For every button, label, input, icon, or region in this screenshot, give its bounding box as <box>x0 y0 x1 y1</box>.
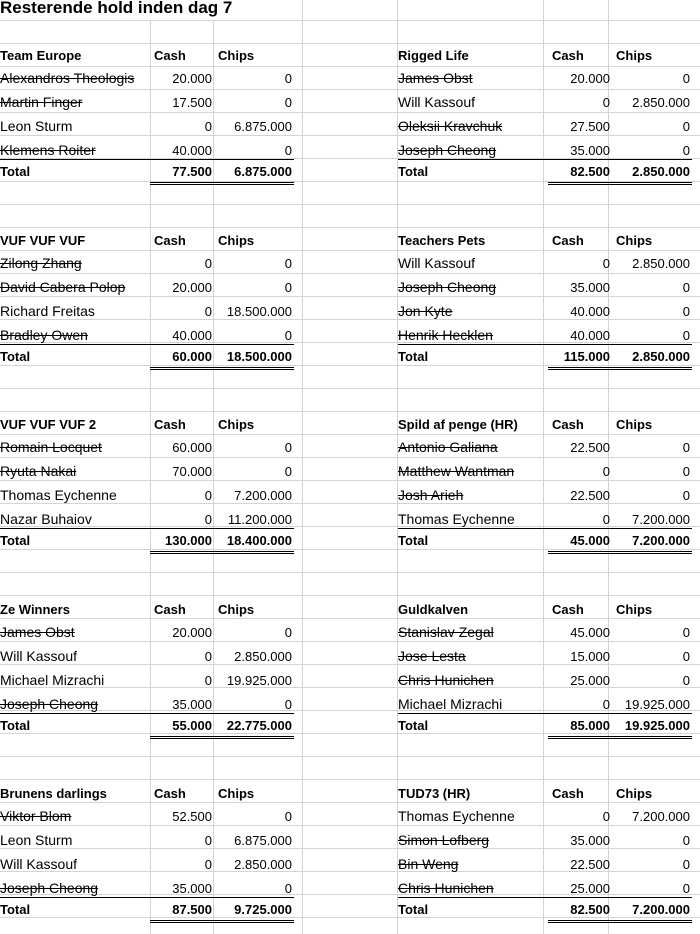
player-cash: 35.000 <box>172 881 212 896</box>
grid-column-line <box>302 0 303 934</box>
player-cash: 40.000 <box>172 143 212 158</box>
total-label: Total <box>0 533 31 548</box>
team-name: Guldkalven <box>398 601 469 617</box>
team-header-row <box>398 44 692 67</box>
player-name: Will Kassouf <box>398 254 476 271</box>
total-chips: 9.725.000 <box>234 902 292 917</box>
player-chips: 0 <box>682 464 690 479</box>
player-name: Viktor Blom <box>0 808 72 824</box>
player-row <box>0 805 294 828</box>
player-row <box>0 276 294 299</box>
total-label: Total <box>398 533 429 548</box>
player-cash: 20.000 <box>570 71 610 86</box>
team-name: Team Europe <box>0 48 82 63</box>
team-header-row <box>398 598 692 621</box>
cash-column-header: Cash <box>154 601 186 617</box>
cash-column-header: Cash <box>154 417 186 432</box>
total-label: Total <box>0 717 31 733</box>
player-name: Thomas Eychenne <box>398 808 515 824</box>
player-chips: 0 <box>682 648 690 664</box>
player-name: Will Kassouf <box>0 647 78 664</box>
team-name: TUD73 (HR) <box>398 786 471 801</box>
player-row <box>398 460 692 483</box>
player-name: Zilong Zhang <box>0 254 82 271</box>
total-row <box>398 344 692 368</box>
player-row <box>398 669 692 692</box>
player-cash: 0 <box>602 696 610 712</box>
total-row <box>0 344 294 368</box>
player-name: Chris Hunichen <box>398 880 494 896</box>
player-chips: 0 <box>284 881 292 896</box>
player-chips: 7.200.000 <box>632 512 690 527</box>
player-cash: 35.000 <box>570 279 610 295</box>
total-double-underline <box>150 920 294 923</box>
player-chips: 0 <box>284 279 292 295</box>
total-cash: 130.000 <box>165 533 212 548</box>
player-name: Jon Kyte <box>398 302 453 319</box>
grid-row-line <box>0 204 700 205</box>
grid-row-line <box>0 595 700 596</box>
grid-row-line <box>0 20 700 21</box>
grid-row-line <box>0 572 700 573</box>
player-chips: 0 <box>682 327 690 343</box>
player-cash: 40.000 <box>570 303 610 319</box>
total-double-underline <box>548 182 692 185</box>
cash-column-header: Cash <box>552 786 584 801</box>
team-header-row <box>0 782 294 805</box>
total-chips: 2.850.000 <box>632 164 690 179</box>
team-header-row <box>0 413 294 436</box>
player-cash: 40.000 <box>570 327 610 343</box>
player-cash: 0 <box>204 303 212 319</box>
cash-column-header: Cash <box>154 232 186 248</box>
player-chips: 7.200.000 <box>632 809 690 824</box>
total-row <box>0 897 294 921</box>
total-chips: 19.925.000 <box>624 717 690 733</box>
player-chips: 2.850.000 <box>632 255 690 271</box>
chips-column-header: Chips <box>616 232 653 248</box>
player-chips: 2.850.000 <box>234 857 292 872</box>
total-chips: 7.200.000 <box>632 902 690 917</box>
player-name: Bradley Owen <box>0 326 88 343</box>
player-row <box>398 300 692 323</box>
player-row <box>0 645 294 668</box>
total-cash: 87.500 <box>172 902 212 917</box>
total-chips: 18.500.000 <box>226 348 292 364</box>
team-header-row <box>0 44 294 67</box>
team-panel <box>0 782 294 920</box>
team-panel <box>398 598 692 736</box>
cash-column-header: Cash <box>154 786 186 801</box>
player-cash: 52.500 <box>172 809 212 824</box>
player-cash: 35.000 <box>172 696 212 712</box>
team-header-row <box>398 782 692 805</box>
player-name: Joseph Cheong <box>398 142 497 158</box>
player-name: Romain Locquet <box>0 439 102 455</box>
player-cash: 0 <box>602 512 610 527</box>
cash-column-header: Cash <box>154 48 186 63</box>
player-row <box>0 436 294 459</box>
sheet-title: Resterende hold inden dag 7 <box>0 0 236 20</box>
team-panel <box>0 598 294 736</box>
team-header-row <box>0 598 294 621</box>
player-row <box>398 67 692 90</box>
player-chips: 11.200.000 <box>227 512 292 527</box>
player-row <box>398 829 692 852</box>
team-name: VUF VUF VUF 2 <box>0 417 97 432</box>
player-cash: 22.500 <box>570 857 610 872</box>
player-chips: 0 <box>682 303 690 319</box>
total-label: Total <box>0 902 31 917</box>
player-cash: 35.000 <box>570 833 610 848</box>
player-chips: 2.850.000 <box>234 648 292 664</box>
total-chips: 6.875.000 <box>234 164 292 179</box>
team-panel <box>398 413 692 551</box>
grid-row-line <box>0 756 700 757</box>
team-panel <box>398 229 692 367</box>
player-chips: 0 <box>284 143 292 158</box>
player-chips: 0 <box>284 440 292 455</box>
team-header-row <box>0 229 294 252</box>
player-row <box>0 252 294 275</box>
player-row <box>398 91 692 114</box>
player-cash: 40.000 <box>172 327 212 343</box>
player-name: Matthew Wantman <box>398 463 515 479</box>
player-name: Jose Lesta <box>398 647 466 664</box>
player-cash: 22.500 <box>570 488 610 503</box>
player-chips: 0 <box>284 327 292 343</box>
player-cash: 0 <box>602 809 610 824</box>
player-row <box>0 115 294 138</box>
cash-column-header: Cash <box>552 232 584 248</box>
player-chips: 6.875.000 <box>234 119 292 134</box>
player-name: Henrik Hecklen <box>398 326 493 343</box>
player-chips: 19.925.000 <box>226 672 292 688</box>
player-name: James Obst <box>398 70 473 86</box>
player-name: James Obst <box>0 623 75 640</box>
team-panel <box>0 229 294 367</box>
player-cash: 0 <box>204 857 212 872</box>
player-name: Ryuta Nakai <box>0 463 77 479</box>
player-name: Klemens Roiter <box>0 142 96 158</box>
player-chips: 0 <box>284 624 292 640</box>
player-name: Thomas Eychenne <box>398 511 515 527</box>
player-name: Simon Lofberg <box>398 832 490 848</box>
chips-column-header: Chips <box>616 601 653 617</box>
total-cash: 60.000 <box>172 348 212 364</box>
total-row <box>398 897 692 921</box>
total-cash: 77.500 <box>172 164 212 179</box>
total-double-underline <box>548 736 692 739</box>
player-chips: 0 <box>284 71 292 86</box>
player-chips: 0 <box>284 809 292 824</box>
player-chips: 0 <box>284 95 292 110</box>
player-cash: 0 <box>204 119 212 134</box>
chips-column-header: Chips <box>218 601 255 617</box>
player-row <box>398 805 692 828</box>
player-cash: 20.000 <box>172 279 212 295</box>
player-chips: 0 <box>284 255 292 271</box>
chips-column-header: Chips <box>218 417 255 432</box>
player-row <box>398 853 692 876</box>
team-name: Teachers Pets <box>398 232 486 248</box>
total-chips: 18.400.000 <box>226 533 292 548</box>
team-panel <box>0 44 294 182</box>
player-chips: 6.875.000 <box>234 833 292 848</box>
player-name: Thomas Eychenne <box>0 487 117 503</box>
player-row <box>398 484 692 507</box>
player-cash: 0 <box>204 672 212 688</box>
total-row <box>0 528 294 552</box>
player-cash: 0 <box>204 648 212 664</box>
chips-column-header: Chips <box>218 48 255 63</box>
player-chips: 0 <box>682 279 690 295</box>
total-double-underline <box>548 551 692 554</box>
player-cash: 45.000 <box>570 624 610 640</box>
total-chips: 2.850.000 <box>632 348 690 364</box>
player-cash: 20.000 <box>172 71 212 86</box>
total-row <box>0 713 294 737</box>
total-row <box>398 528 692 552</box>
player-cash: 25.000 <box>570 672 610 688</box>
player-row <box>398 436 692 459</box>
total-cash: 115.000 <box>563 348 610 364</box>
player-cash: 27.500 <box>570 119 610 134</box>
player-name: Joseph Cheong <box>0 880 99 896</box>
player-row <box>398 645 692 668</box>
player-cash: 60.000 <box>172 440 212 455</box>
total-label: Total <box>398 902 429 917</box>
player-cash: 20.000 <box>172 624 212 640</box>
player-name: Josh Arieh <box>398 487 464 503</box>
cash-column-header: Cash <box>552 417 584 432</box>
grid-row-line <box>0 388 700 389</box>
player-name: Antonio Galiana <box>398 439 498 455</box>
player-chips: 0 <box>682 672 690 688</box>
player-name: Will Kassouf <box>398 94 476 110</box>
chips-column-header: Chips <box>616 417 653 432</box>
grid-row-line <box>0 779 700 780</box>
player-chips: 0 <box>682 624 690 640</box>
player-cash: 0 <box>204 488 212 503</box>
player-cash: 25.000 <box>570 881 610 896</box>
player-row <box>0 621 294 644</box>
team-name: Rigged Life <box>398 48 469 63</box>
player-cash: 0 <box>602 255 610 271</box>
player-name: Joseph Cheong <box>0 695 99 712</box>
player-name: Leon Sturm <box>0 832 73 848</box>
player-cash: 17.500 <box>172 95 212 110</box>
team-name: Brunens darlings <box>0 786 107 801</box>
player-name: Joseph Cheong <box>398 278 497 295</box>
player-name: Michael Mizrachi <box>398 695 503 712</box>
player-row <box>398 115 692 138</box>
team-panel <box>398 782 692 920</box>
player-chips: 0 <box>682 857 690 872</box>
grid-row-line <box>0 411 700 412</box>
player-chips: 0 <box>682 488 690 503</box>
player-row <box>398 276 692 299</box>
player-chips: 0 <box>682 143 690 158</box>
total-row <box>398 159 692 183</box>
player-row <box>0 669 294 692</box>
player-row <box>0 67 294 90</box>
chips-column-header: Chips <box>218 786 255 801</box>
total-label: Total <box>398 717 429 733</box>
player-cash: 0 <box>204 833 212 848</box>
total-double-underline <box>548 367 692 370</box>
player-row <box>398 252 692 275</box>
player-name: David Cabera Polop <box>0 278 126 295</box>
player-name: Richard Freitas <box>0 302 95 319</box>
player-cash: 0 <box>602 464 610 479</box>
player-row <box>0 300 294 323</box>
player-cash: 0 <box>204 512 212 527</box>
total-double-underline <box>150 551 294 554</box>
player-cash: 15.000 <box>570 648 610 664</box>
player-row <box>0 460 294 483</box>
player-chips: 2.850.000 <box>632 95 690 110</box>
total-cash: 82.500 <box>570 902 610 917</box>
player-chips: 18.500.000 <box>226 303 292 319</box>
team-panel <box>398 44 692 182</box>
player-chips: 0 <box>682 881 690 896</box>
total-label: Total <box>398 348 429 364</box>
player-chips: 0 <box>682 440 690 455</box>
player-name: Leon Sturm <box>0 118 73 134</box>
player-name: Alexandros Theologis <box>0 70 135 86</box>
player-name: Oleksii Kravchuk <box>398 118 503 134</box>
total-label: Total <box>398 164 429 179</box>
player-row <box>0 484 294 507</box>
chips-column-header: Chips <box>218 232 255 248</box>
team-name: Ze Winners <box>0 601 70 617</box>
total-cash: 85.000 <box>570 717 610 733</box>
total-cash: 45.000 <box>570 533 610 548</box>
team-name: Spild af penge (HR) <box>398 417 518 432</box>
player-name: Stanislav Zegal <box>398 623 494 640</box>
player-cash: 35.000 <box>570 143 610 158</box>
total-double-underline <box>150 182 294 185</box>
team-header-row <box>398 229 692 252</box>
team-name: VUF VUF VUF <box>0 232 86 248</box>
chips-column-header: Chips <box>616 786 653 801</box>
player-chips: 0 <box>682 119 690 134</box>
cash-column-header: Cash <box>552 48 584 63</box>
player-name: Nazar Buhaiov <box>0 511 92 527</box>
total-cash: 55.000 <box>172 717 212 733</box>
total-label: Total <box>0 164 31 179</box>
player-row <box>398 621 692 644</box>
total-chips: 7.200.000 <box>632 533 690 548</box>
chips-column-header: Chips <box>616 48 653 63</box>
team-panel <box>0 413 294 551</box>
player-row <box>0 829 294 852</box>
player-cash: 22.500 <box>570 440 610 455</box>
player-name: Bin Weng <box>398 856 459 872</box>
player-chips: 19.925.000 <box>624 696 690 712</box>
player-name: Will Kassouf <box>0 856 78 872</box>
cash-column-header: Cash <box>552 601 584 617</box>
player-cash: 0 <box>602 95 610 110</box>
player-chips: 0 <box>682 833 690 848</box>
player-cash: 0 <box>204 255 212 271</box>
player-name: Michael Mizrachi <box>0 671 105 688</box>
total-cash: 82.500 <box>570 164 610 179</box>
team-header-row <box>398 413 692 436</box>
player-chips: 0 <box>284 696 292 712</box>
player-row <box>0 853 294 876</box>
total-row <box>0 159 294 183</box>
total-double-underline <box>150 367 294 370</box>
total-double-underline <box>150 736 294 739</box>
player-chips: 7.200.000 <box>234 488 292 503</box>
player-row <box>0 91 294 114</box>
total-double-underline <box>548 920 692 923</box>
player-name: Martin Finger <box>0 94 83 110</box>
player-chips: 0 <box>682 71 690 86</box>
total-label: Total <box>0 348 31 364</box>
total-row <box>398 713 692 737</box>
player-chips: 0 <box>284 464 292 479</box>
total-chips: 22.775.000 <box>226 717 292 733</box>
player-name: Chris Hunichen <box>398 671 494 688</box>
player-cash: 70.000 <box>172 464 212 479</box>
